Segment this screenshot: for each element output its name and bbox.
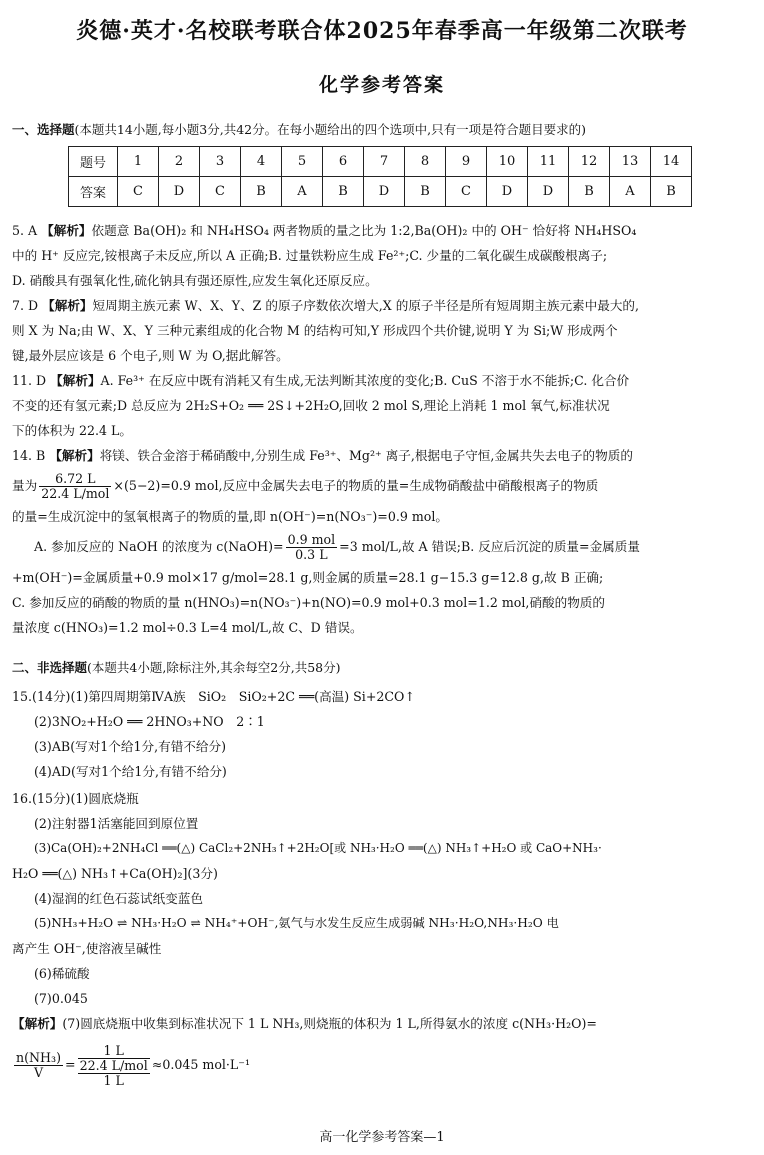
- q15-line: (4)AD(写对1个给1分,有错不给分): [34, 764, 227, 779]
- q5-line: 中的 H⁺ 反应完,铵根离子未反应,所以 A 正确;B. 过量铁粉应生成 Fe²⁺;C. 少量的二氧化碳生成碳酸根离子;: [12, 248, 608, 263]
- section-1-note: (本题共14小题,每小题3分,共42分。在每小题给出的四个选项中,只有一项是符合题目要求的): [74, 122, 586, 137]
- q16-block: 16.(15分)(1)圆底烧瓶 (2)注射器1活塞能回到原位置 (3)Ca(OH)₂+2NH₄Cl ══(△) CaCl₂+2NH₃↑+2H₂O[或 NH₃·H₂O ══(△) NH₃↑+H₂O 或 CaO+NH₃· H₂O ══(△) NH₃↑+Ca(OH)₂](3分) (4)湿润的红色石蕊试纸变蓝色 (5)NH₃+H₂O ⇌ NH₃·H₂O ⇌ NH₄⁺+OH⁻,氨气与水发生反应生成弱碱 NH₃·H₂O,NH₃·H₂O 电 离产生 OH⁻,使溶液呈碱性 (6)稀硫酸 (7)0.045 【解析】(7)圆底烧瓶中收集到标准状况下 1 L NH₃,则烧瓶的体积为 1 L,所得氨水的浓度 c(NH₃·H₂O)= $\frac{\text{n(NH₃)}}{V}$ = 1 L 22.4 L/mol 1 L ≈0.045 mol·L⁻¹: [12, 786, 752, 1094]
- answer-cell: B: [241, 177, 282, 207]
- question-number: 9: [446, 147, 487, 177]
- fraction-numerator: 0.9 mol: [287, 532, 336, 547]
- q7-line: 键,最外层应该是 6 个电子,则 W 为 O,据此解答。: [12, 348, 289, 363]
- q16-explanation: (7)圆底烧瓶中收集到标准状况下 1 L NH₃,则烧瓶的体积为 1 L,所得氨水的浓度 c(NH₃·H₂O)=: [62, 1016, 597, 1031]
- question-number: 5: [282, 147, 323, 177]
- section-2-title: 二、非选择题: [12, 660, 88, 675]
- fraction-denominator: 1 L: [103, 1072, 124, 1088]
- page-title: 炎德·英才·名校联考联合体2025年春季高一年级第二次联考: [76, 18, 688, 44]
- answer-cell: D: [487, 177, 528, 207]
- q11-line: 不变的还有氢元素;D 总反应为 2H₂S+O₂ ══ 2S↓+2H₂O,回收 2 mol S,理论上消耗 1 mol 氧气,标准状况: [12, 398, 610, 413]
- q14-text: =3 mol/L,故 A 错误;B. 反应后沉淀的质量=金属质量: [339, 539, 640, 554]
- answer-cell: A: [610, 177, 651, 207]
- answer-cell: D: [528, 177, 569, 207]
- fraction-numerator: 6.72 L: [39, 472, 111, 487]
- fraction-denominator: V: [33, 1065, 44, 1080]
- fraction: [14, 1051, 63, 1080]
- q5-tag: 【解析】: [41, 223, 92, 238]
- q14-text: A. 参加反应的 NaOH 的浓度为 c(NaOH)=: [34, 539, 284, 554]
- fraction-middle: 22.4 L/mol: [79, 1057, 148, 1073]
- table-row: [69, 147, 692, 177]
- q14-number: 14. B: [12, 448, 46, 463]
- fraction-numerator: 1 L: [78, 1044, 150, 1059]
- section-1-title: 一、选择题: [12, 122, 75, 137]
- q14-line: C. 参加反应的硝酸的物质的量 n(HNO₃)=n(NO₃⁻)+n(NO)=0.9 mol+0.3 mol=1.2 mol,硝酸的物质的: [12, 595, 605, 610]
- q15-line: (2)3NO₂+H₂O ══ 2HNO₃+NO 2∶1: [34, 714, 265, 729]
- q15-line: (3)AB(写对1个给1分,有错不给分): [34, 739, 226, 754]
- answer-cell: A: [282, 177, 323, 207]
- q11-line: 下的体积为 22.4 L。: [12, 423, 132, 438]
- q16-line: (7)0.045: [34, 991, 88, 1006]
- question-number: 12: [569, 147, 610, 177]
- q11-number: 11. D: [12, 373, 47, 388]
- compound-fraction: [78, 1044, 150, 1088]
- section-2-heading: [12, 658, 341, 676]
- q16-line: 16.(15分)(1)圆底烧瓶: [12, 791, 139, 806]
- answer-cell: C: [200, 177, 241, 207]
- q16-line: (6)稀硫酸: [34, 966, 90, 981]
- q5-line: 依题意 Ba(OH)₂ 和 NH₄HSO₄ 两者物质的量之比为 1:2,Ba(OH)₂ 中的 OH⁻ 恰好将 NH₄HSO₄: [91, 223, 637, 238]
- answer-table: [68, 146, 692, 207]
- q14-text: 量为: [12, 478, 38, 493]
- fraction: [286, 533, 338, 562]
- answer-cell: B: [651, 177, 692, 207]
- q16-line: (3)Ca(OH)₂+2NH₄Cl ══(△) CaCl₂+2NH₃↑+2H₂O[或 NH₃·H₂O ══(△) NH₃↑+H₂O 或 CaO+NH₃·: [34, 841, 602, 855]
- q14-line: 量浓度 c(HNO₃)=1.2 mol÷0.3 L=4 mol/L,故 C、D 错误。: [12, 620, 363, 635]
- q11-tag: 【解析】: [50, 373, 101, 388]
- section-2-note: (本题共4小题,除标注外,其余每空2分,共58分): [87, 660, 341, 675]
- page-subtitle: 化学参考答案: [318, 74, 445, 96]
- q14-text: ×(5−2)=0.9 mol,反应中金属失去电子的物质的量=生成物硝酸盐中硝酸根离子的物质: [113, 478, 599, 493]
- question-number: 4: [241, 147, 282, 177]
- q16-line: H₂O ══(△) NH₃↑+Ca(OH)₂](3分): [12, 866, 218, 881]
- question-number: 8: [405, 147, 446, 177]
- row-label: 题号: [69, 147, 118, 177]
- q16-line: 离产生 OH⁻,使溶液呈碱性: [12, 941, 162, 956]
- q14-block: [12, 443, 752, 640]
- page-footer: 高一化学参考答案—1: [319, 1130, 445, 1145]
- q11-block: [12, 368, 752, 443]
- q5-block: [12, 218, 752, 293]
- q7-block: [12, 293, 752, 368]
- section-1-heading: [12, 120, 586, 138]
- question-number: 13: [610, 147, 651, 177]
- q14-line: +m(OH⁻)=金属质量+0.9 mol×17 g/mol=28.1 g,则金属的质量=28.1 g−15.3 g=12.8 g,故 B 正确;: [12, 570, 604, 585]
- question-number: 2: [159, 147, 200, 177]
- q7-line: 则 X 为 Na;由 W、X、Y 三种元素组成的化合物 M 的结构可知,Y 形成四个共价键,说明 Y 为 Si;W 形成两个: [12, 323, 618, 338]
- answer-cell: B: [323, 177, 364, 207]
- q16-line: (2)注射器1活塞能回到原位置: [34, 816, 199, 831]
- answer-cell: B: [569, 177, 610, 207]
- q15-block: [12, 684, 752, 784]
- q7-line: 短周期主族元素 W、X、Y、Z 的原子序数依次增大,X 的原子半径是所有短周期主族元素中最大的,: [92, 298, 640, 313]
- question-number: 1: [118, 147, 159, 177]
- fraction-denominator: 22.4 L/mol: [41, 486, 110, 501]
- q15-line: 15.(14分)(1)第四周期第ⅣA族 SiO₂ SiO₂+2C ══(高温) Si+2CO↑: [12, 689, 415, 704]
- q16-line: (5)NH₃+H₂O ⇌ NH₃·H₂O ⇌ NH₄⁺+OH⁻,氨气与水发生反应生成弱碱 NH₃·H₂O,NH₃·H₂O 电: [34, 916, 559, 930]
- q14-line: 的量=生成沉淀中的氢氧根离子的物质的量,即 n(OH⁻)=n(NO₃⁻)=0.9 mol。: [12, 509, 448, 524]
- q16-explanation-tag: 【解析】: [12, 1016, 63, 1031]
- answer-cell: D: [159, 177, 200, 207]
- answer-cell: D: [364, 177, 405, 207]
- q5-line: D. 硝酸具有强氧化性,硫化钠具有强还原性,应发生氧化还原反应。: [12, 273, 378, 288]
- q5-number: 5. A: [12, 223, 38, 238]
- answer-cell: C: [118, 177, 159, 207]
- q11-line: A. Fe³⁺ 在反应中既有消耗又有生成,无法判断其浓度的变化;B. CuS 不溶于水不能拆;C. 化合价: [100, 373, 630, 388]
- question-number: 11: [528, 147, 569, 177]
- row-label: 答案: [69, 177, 118, 207]
- q14-line: 将镁、铁合金溶于稀硝酸中,分别生成 Fe³⁺、Mg²⁺ 离子,根据电子守恒,金属共失去电子的物质的: [99, 448, 633, 463]
- answer-cell: C: [446, 177, 487, 207]
- q7-number: 7. D: [12, 298, 39, 313]
- question-number: 6: [323, 147, 364, 177]
- fraction: [39, 472, 111, 501]
- q14-tag: 【解析】: [49, 448, 100, 463]
- table-row: [69, 177, 692, 207]
- q7-tag: 【解析】: [42, 298, 93, 313]
- q16-line: (4)湿润的红色石蕊试纸变蓝色: [34, 891, 203, 906]
- question-number: 3: [200, 147, 241, 177]
- question-number: 10: [487, 147, 528, 177]
- question-number: 14: [651, 147, 692, 177]
- fraction-denominator: 0.3 L: [295, 547, 328, 562]
- question-number: 7: [364, 147, 405, 177]
- answer-cell: B: [405, 177, 446, 207]
- q16-result: ≈0.045 mol·L⁻¹: [151, 1057, 250, 1072]
- fraction-numerator: n(NH₃): [16, 1050, 61, 1065]
